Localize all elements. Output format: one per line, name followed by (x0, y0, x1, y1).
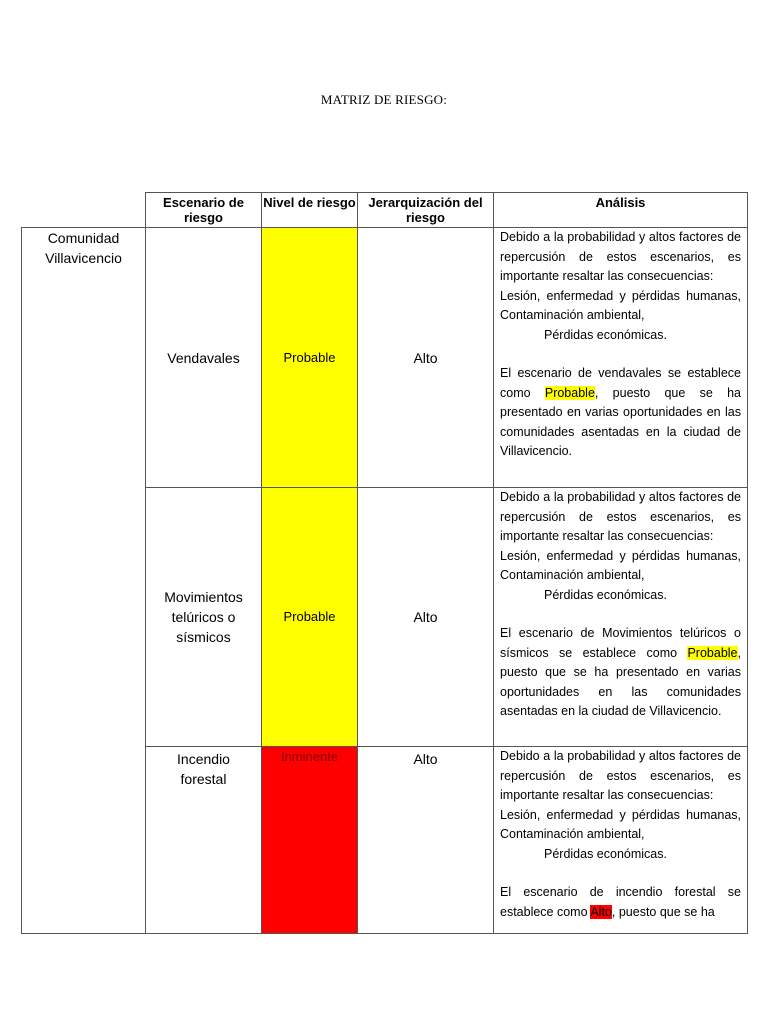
level-cell (261, 227, 357, 487)
ranking-cell (357, 487, 493, 746)
analysis-losses: Pérdidas económicas. (544, 846, 667, 861)
header-level: Nivel de riesgo (261, 192, 357, 227)
level-cell (261, 487, 357, 746)
analysis-cell (493, 487, 748, 746)
analysis-conclusion-pre: El escenario de vendavales se establece como (500, 366, 741, 400)
ranking-text: Alto (413, 609, 438, 625)
scenario-cell (145, 746, 261, 934)
analysis-conclusion-post: , puesto que se ha (611, 904, 715, 919)
ranking-cell (357, 746, 493, 934)
analysis-cell (493, 746, 748, 934)
analysis-highlight: Alto (590, 904, 612, 919)
analysis-conclusion (500, 624, 741, 722)
analysis-conclusion-pre: El escenario de Movimientos telúricos o sísmicos se establece como (500, 626, 741, 660)
header-row (21, 192, 748, 227)
analysis-conclusion (500, 364, 741, 462)
analysis-consequences: Lesión, enfermedad y pérdidas humanas, Contaminación ambiental, (500, 548, 741, 582)
level-text: Probable (283, 349, 336, 365)
header-analysis: Análisis (493, 192, 748, 227)
analysis-conclusion (500, 883, 741, 922)
level-cell (261, 746, 357, 934)
analysis-consequences: Lesión, enfermedad y pérdidas humanas, Contaminación ambiental, (500, 807, 741, 841)
scenario-text: Movimientos telúricos o sísmicos (164, 589, 243, 645)
level-text: Inminente (280, 749, 339, 764)
analysis-highlight: Probable (687, 645, 738, 660)
scenario-cell (145, 227, 261, 487)
community-cell: Comunidad Villavicencio (21, 227, 145, 934)
analysis-cell (493, 227, 748, 487)
table-row (21, 487, 748, 746)
analysis-intro: Debido a la probabilidad y altos factores de repercusión de estos escenarios, es importante resaltar las consecuencias: (500, 490, 741, 543)
analysis-intro: Debido a la probabilidad y altos factores de repercusión de estos escenarios, es importante resaltar las consecuencias: (500, 230, 741, 283)
scenario-cell (145, 487, 261, 746)
ranking-text: Alto (413, 751, 438, 767)
header-scenario: Escenario de riesgo (145, 192, 261, 227)
analysis-intro: Debido a la probabilidad y altos factores de repercusión de estos escenarios, es importante resaltar las consecuencias: (500, 749, 741, 802)
analysis-losses: Pérdidas económicas. (544, 327, 667, 342)
scenario-text: Incendio forestal (177, 751, 230, 787)
ranking-text: Alto (413, 349, 438, 366)
header-ranking: Jerarquización del riesgo (357, 192, 493, 227)
document-title: MATRIZ DE RIESGO: (320, 92, 448, 107)
analysis-conclusion-post: , puesto que se ha presentado en varias oportunidades en las comunidades asentadas en la ciudad de Villavicencio. (500, 645, 741, 718)
analysis-consequences: Lesión, enfermedad y pérdidas humanas, Contaminación ambiental, (500, 288, 741, 322)
table-row (21, 227, 748, 487)
risk-matrix-table (21, 192, 748, 934)
analysis-losses: Pérdidas económicas. (544, 587, 667, 602)
level-text: Probable (283, 609, 336, 624)
analysis-conclusion-post: , puesto que se ha presentado en varias oportunidades en las comunidades asentadas en la ciudad de Villavicencio. (500, 385, 742, 458)
ranking-cell (357, 227, 493, 487)
scenario-text: Vendavales (167, 349, 240, 366)
analysis-conclusion-pre: El escenario de incendio forestal se establece como (500, 885, 741, 919)
table-row (21, 746, 748, 934)
analysis-highlight: Probable (544, 385, 595, 400)
